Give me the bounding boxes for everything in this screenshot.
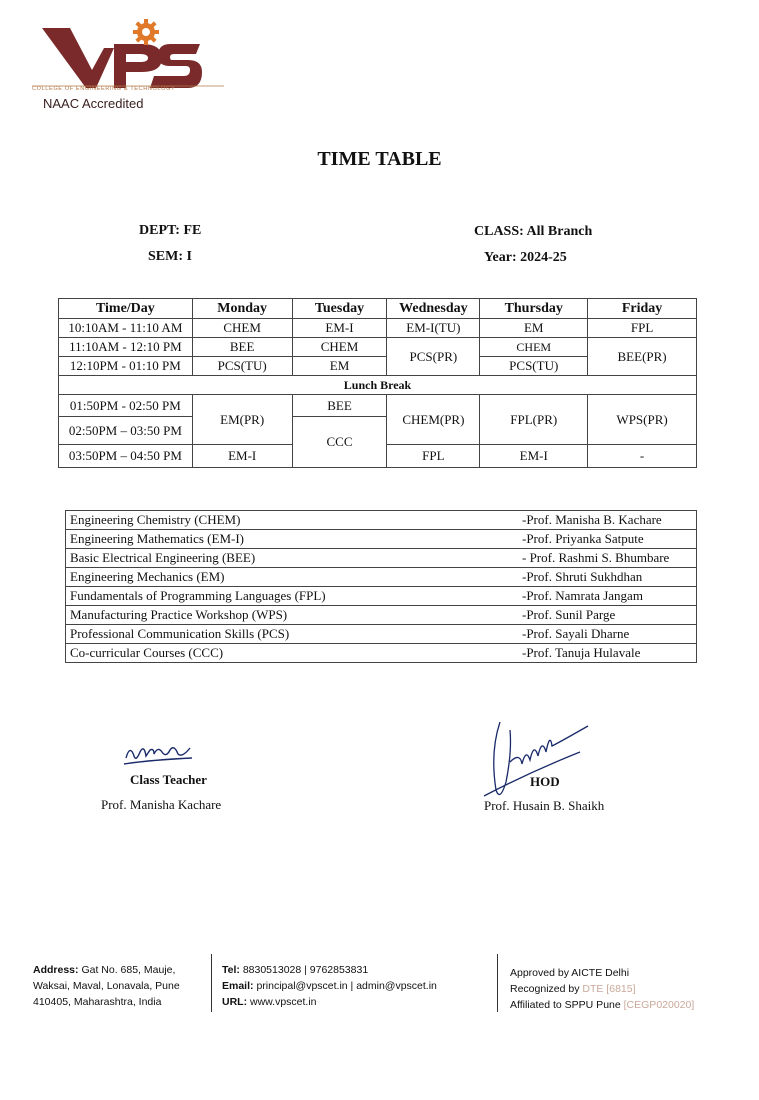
page-title: TIME TABLE: [317, 148, 442, 170]
tel-numbers: 8830513028 | 9762853831: [242, 964, 369, 976]
hod-label: HOD: [530, 774, 560, 789]
table-row: [66, 587, 697, 606]
cell-monday: BEE: [192, 338, 292, 357]
cell-monday: EM(PR): [192, 395, 292, 445]
footer-approvals: [510, 965, 694, 1013]
professor-name: -Prof. Tanuja Hulavale: [522, 644, 697, 663]
table-row: [66, 568, 697, 587]
table-row: [59, 395, 697, 417]
dept-label: DEPT: FE: [139, 223, 202, 238]
lunch-break: Lunch Break: [59, 376, 697, 395]
table-row: [66, 530, 697, 549]
cell-tuesday: CHEM: [292, 338, 387, 357]
cell-thursday: CHEM: [480, 338, 588, 357]
email-addresses: principal@vpscet.in | admin@vpscet.in: [256, 980, 437, 992]
footer-divider: [497, 954, 498, 1012]
cell-friday: BEE(PR): [588, 338, 697, 376]
cell-thursday: PCS(TU): [480, 357, 588, 376]
naac-accreditation: NAAC Accredited: [43, 96, 144, 111]
cell-thursday: EM-I: [480, 445, 588, 468]
class-label: CLASS: All Branch: [474, 224, 593, 239]
cell-monday: PCS(TU): [192, 357, 292, 376]
dte-code: DTE [6815]: [582, 983, 636, 995]
cell-thursday: FPL(PR): [480, 395, 588, 445]
class-teacher-signature: [120, 738, 200, 770]
address-label: Address:: [33, 964, 79, 976]
cell-monday: CHEM: [192, 319, 292, 338]
tel-label: Tel:: [222, 964, 240, 976]
professor-name: -Prof. Namrata Jangam: [522, 587, 697, 606]
table-row: [66, 511, 697, 530]
year-label: Year: 2024-25: [484, 250, 567, 265]
header-monday: Monday: [192, 299, 292, 319]
course-name: Engineering Mathematics (EM-I): [66, 530, 523, 549]
cell-tuesday: BEE: [292, 395, 387, 417]
hod-signature: [470, 712, 600, 804]
header-thursday: Thursday: [480, 299, 588, 319]
course-name: Engineering Mechanics (EM): [66, 568, 523, 587]
course-name: Co-curricular Courses (CCC): [66, 644, 523, 663]
cell-tuesday: EM: [292, 357, 387, 376]
course-name: Basic Electrical Engineering (BEE): [66, 549, 523, 568]
footer-contact: [222, 962, 437, 1010]
class-teacher-name: Prof. Manisha Kachare: [101, 797, 222, 812]
table-row: [66, 644, 697, 663]
cell-friday: FPL: [588, 319, 697, 338]
url-label: URL:: [222, 996, 248, 1008]
cell-wednesday: EM-I(TU): [387, 319, 480, 338]
recognized-label: Recognized by: [510, 983, 580, 995]
course-name: Engineering Chemistry (CHEM): [66, 511, 523, 530]
sppu-affiliation: Affiliated to SPPU Pune: [510, 999, 621, 1011]
footer-divider: [211, 954, 212, 1012]
time-slot: 12:10PM - 01:10 PM: [59, 357, 193, 376]
footer-address: [33, 962, 180, 1010]
table-row: [59, 319, 697, 338]
table-row: [66, 606, 697, 625]
table-row: [66, 625, 697, 644]
course-name: Professional Communication Skills (PCS): [66, 625, 523, 644]
cell-friday: WPS(PR): [588, 395, 697, 445]
address-line-2: Waksai, Maval, Lonavala, Pune: [33, 980, 180, 992]
address-line-1: Gat No. 685, Mauje,: [81, 964, 176, 976]
cell-wednesday: FPL: [387, 445, 480, 468]
professor-name: -Prof. Shruti Sukhdhan: [522, 568, 697, 587]
cell-monday: EM-I: [192, 445, 292, 468]
hod-name: Prof. Husain B. Shaikh: [484, 798, 605, 813]
class-teacher-label: Class Teacher: [130, 772, 207, 787]
email-label: Email:: [222, 980, 254, 992]
professor-name: -Prof. Priyanka Satpute: [522, 530, 697, 549]
header-tuesday: Tuesday: [292, 299, 387, 319]
website-url: www.vpscet.in: [250, 996, 317, 1008]
college-tagline: COLLEGE OF ENGINEERING & TECHNOLOGY: [32, 86, 176, 92]
course-name: Manufacturing Practice Workshop (WPS): [66, 606, 523, 625]
cell-tuesday: CCC: [292, 417, 387, 468]
cell-wednesday: PCS(PR): [387, 338, 480, 376]
faculty-table: [65, 510, 697, 663]
cell-wednesday: CHEM(PR): [387, 395, 480, 445]
professor-name: - Prof. Rashmi S. Bhumbare: [522, 549, 697, 568]
cell-thursday: EM: [480, 319, 588, 338]
header-wednesday: Wednesday: [387, 299, 480, 319]
time-slot: 11:10AM - 12:10 PM: [59, 338, 193, 357]
time-slot: 01:50PM - 02:50 PM: [59, 395, 193, 417]
time-slot: 10:10AM - 11:10 AM: [59, 319, 193, 338]
timetable: [58, 298, 697, 468]
professor-name: -Prof. Sayali Dharne: [522, 625, 697, 644]
timetable-header-row: [59, 299, 697, 319]
table-row: [66, 549, 697, 568]
sppu-code: [CEGP020020]: [623, 999, 695, 1011]
lunch-row: [59, 376, 697, 395]
time-slot: 02:50PM – 03:50 PM: [59, 417, 193, 445]
address-line-3: 410405, Maharashtra, India: [33, 996, 162, 1008]
sem-label: SEM: I: [148, 249, 192, 264]
professor-name: -Prof. Manisha B. Kachare: [522, 511, 697, 530]
cell-friday: -: [588, 445, 697, 468]
header-friday: Friday: [588, 299, 697, 319]
time-slot: 03:50PM – 04:50 PM: [59, 445, 193, 468]
professor-name: -Prof. Sunil Parge: [522, 606, 697, 625]
aicte-approval: Approved by AICTE Delhi: [510, 967, 630, 979]
course-name: Fundamentals of Programming Languages (FPL): [66, 587, 523, 606]
table-row: [59, 338, 697, 357]
header-time-day: Time/Day: [59, 299, 193, 319]
cell-tuesday: EM-I: [292, 319, 387, 338]
